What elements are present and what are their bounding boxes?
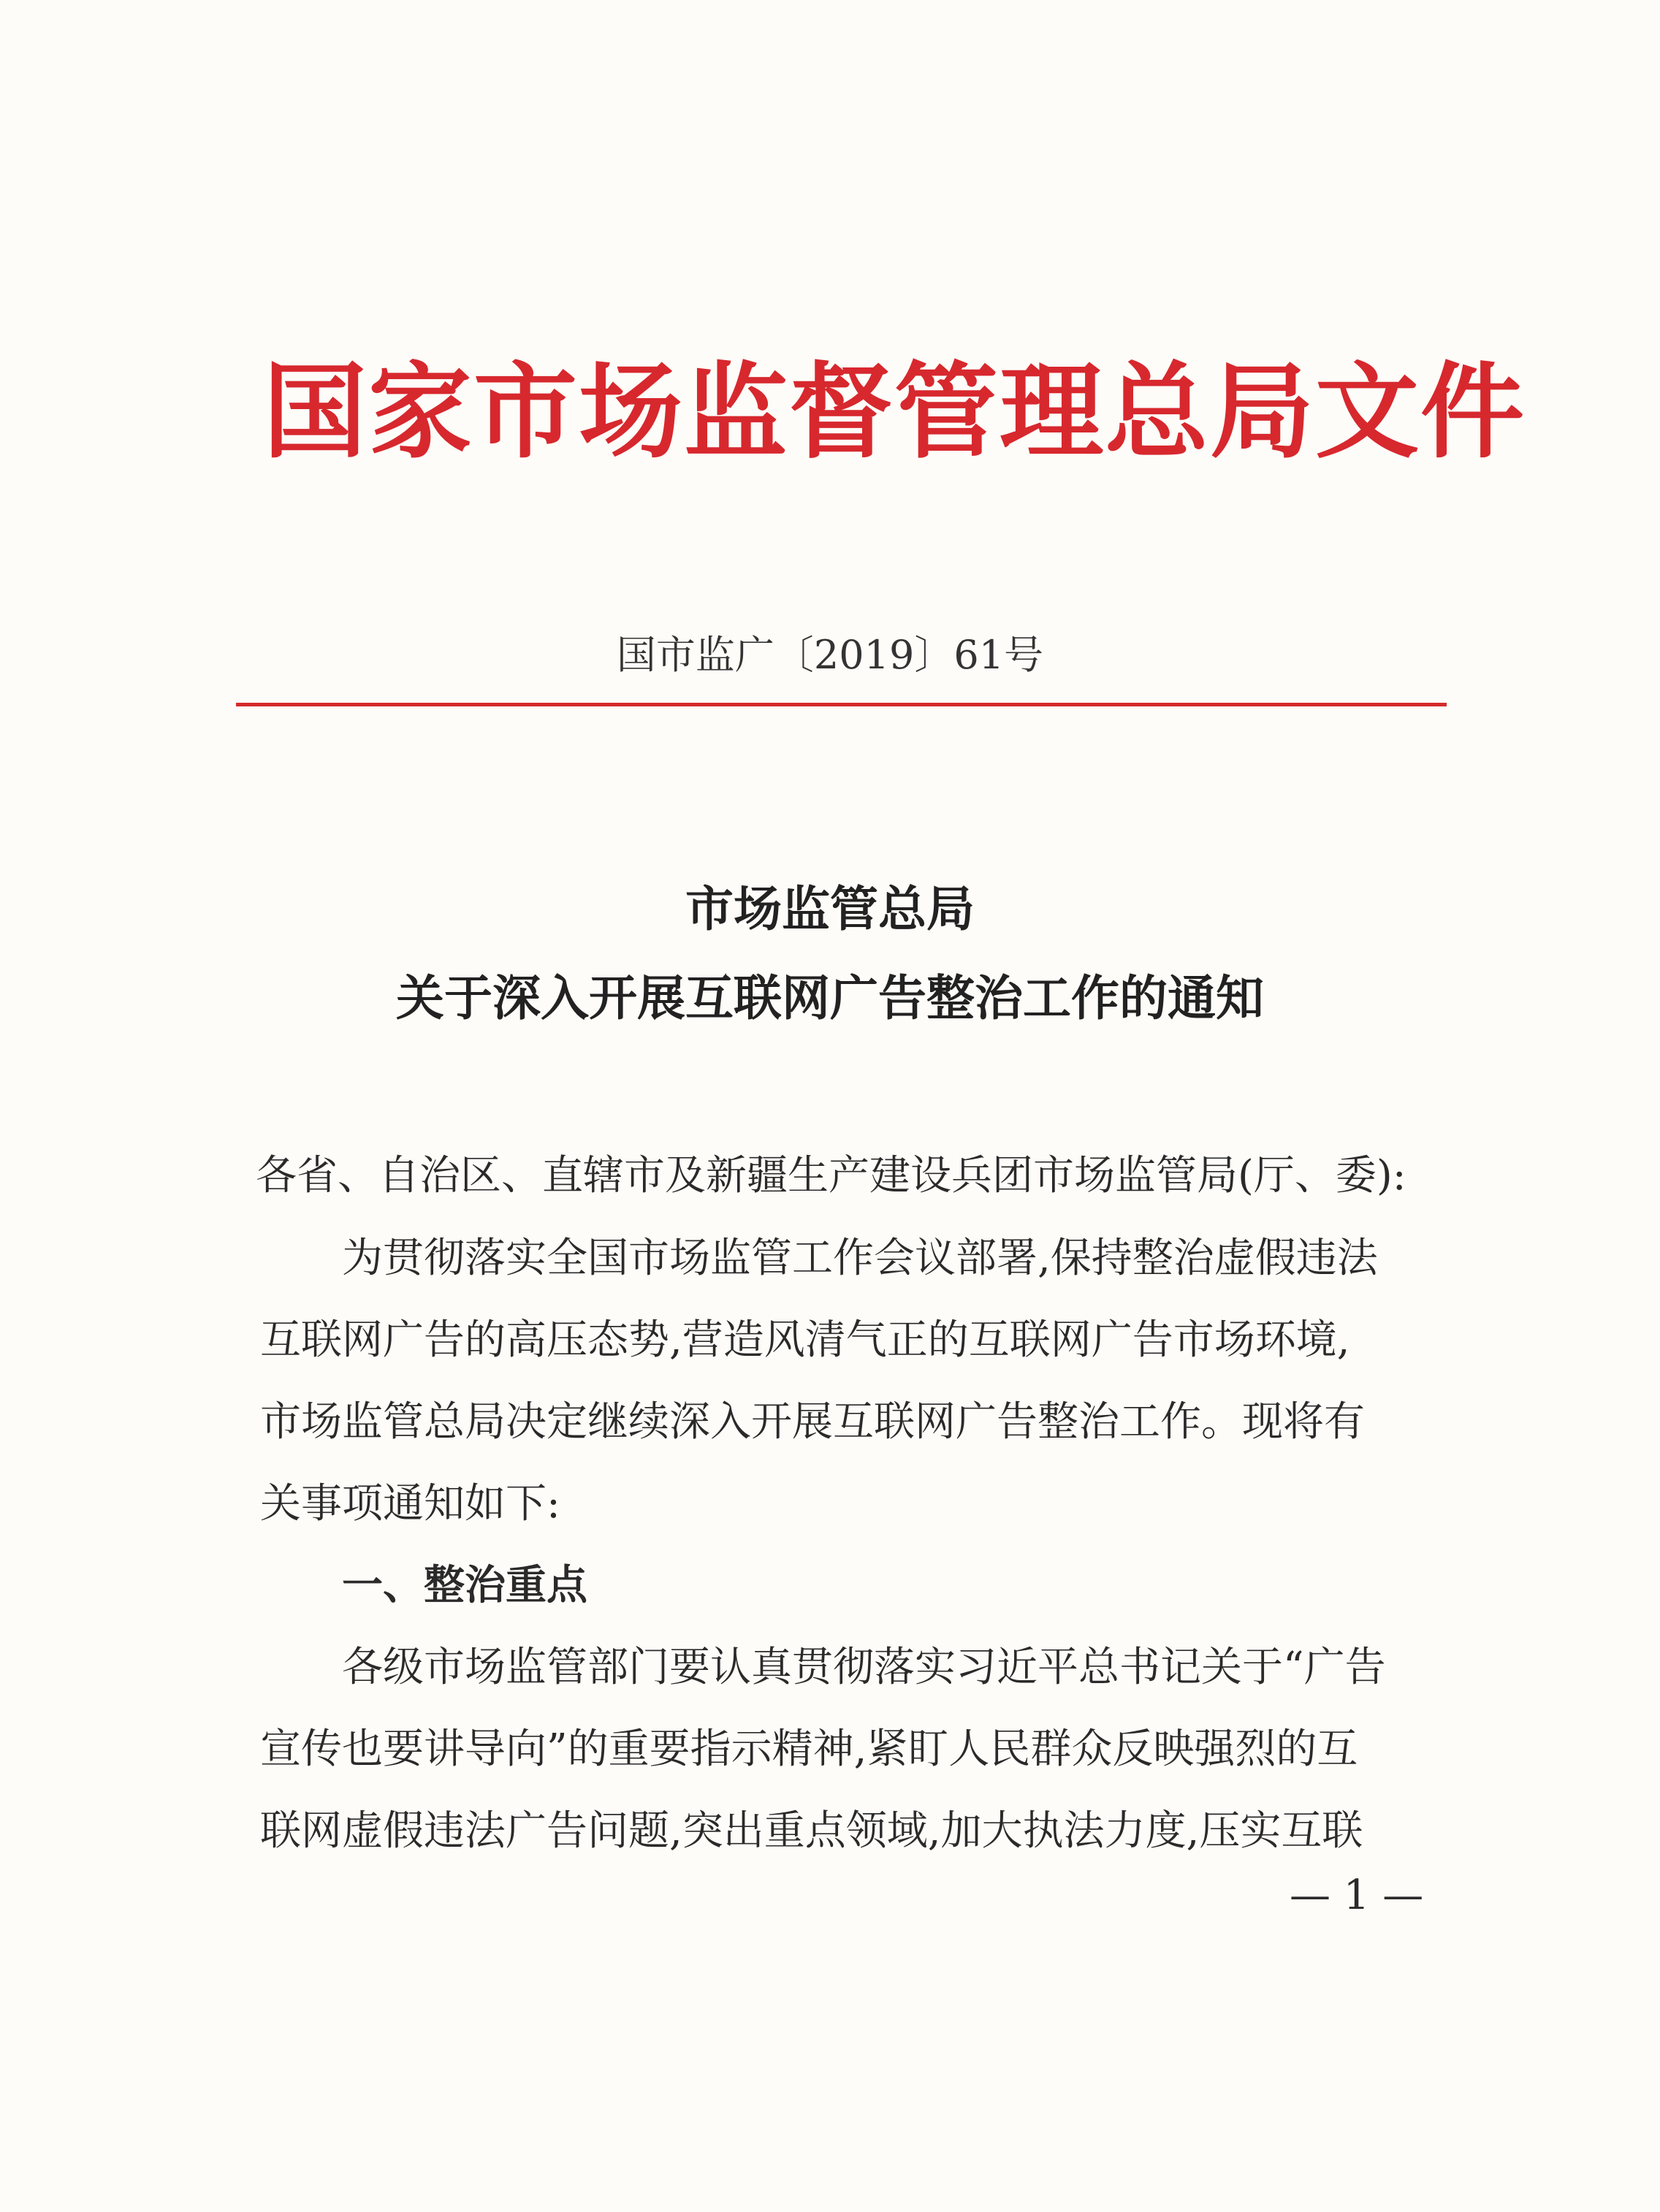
addressee-line: 各省、自治区、直辖市及新疆生产建设兵团市场监管局(厅、委): xyxy=(256,1152,1406,1200)
body-paragraph-2-line-2: 宣传也要讲导向”的重要指示精神,紧盯人民群众反映强烈的互 xyxy=(260,1725,1358,1773)
body-paragraph-1-line-3: 市场监管总局决定继续深入开展互联网广告整治工作。现将有 xyxy=(260,1398,1365,1446)
page-number: — 1 — xyxy=(1290,1872,1424,1919)
document-title-line-2: 关于深入开展互联网广告整治工作的通知 xyxy=(396,970,1264,1026)
document-number: 国市监广〔2019〕61号 xyxy=(616,632,1044,678)
red-divider-line xyxy=(236,703,1447,706)
body-paragraph-2-line-3: 联网虚假违法广告问题,突出重点领域,加大执法力度,压实互联 xyxy=(260,1807,1363,1855)
issuer-red-header: 国家市场监督管理总局文件 xyxy=(263,352,1526,473)
body-paragraph-2-line-1: 各级市场监管部门要认真贯彻落实习近平总书记关于“广告 xyxy=(342,1644,1386,1691)
document-title-line-1: 市场监管总局 xyxy=(685,881,975,937)
body-paragraph-1-line-1: 为贯彻落实全国市场监管工作会议部署,保持整治虚假违法 xyxy=(342,1235,1378,1282)
section-heading-1: 一、整治重点 xyxy=(342,1562,587,1609)
body-paragraph-1-line-2: 互联网广告的高压态势,营造风清气正的互联网广告市场环境, xyxy=(260,1316,1350,1364)
body-paragraph-1-line-4: 关事项通知如下: xyxy=(260,1480,560,1528)
